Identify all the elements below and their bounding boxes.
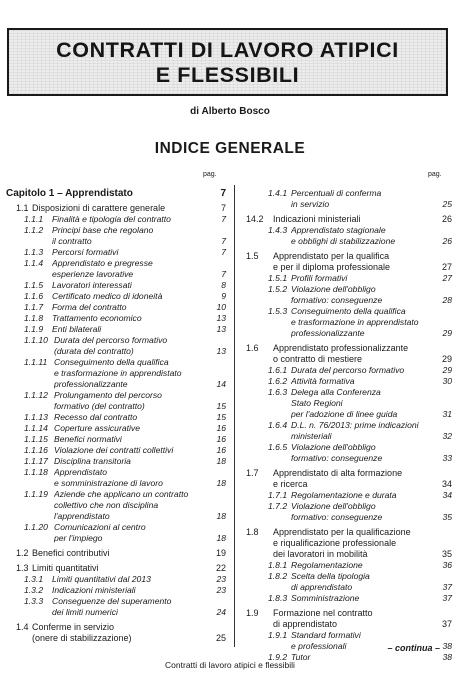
toc-entry-number: 1.1.13 — [24, 412, 48, 422]
toc-entry — [6, 302, 226, 313]
toc-entry-number: 1.1.18 — [24, 467, 48, 477]
toc-entry-page: 32 — [442, 431, 452, 441]
toc-entry — [6, 522, 226, 544]
toc-entry-title: di apprendistato — [273, 619, 338, 629]
toc-entry-page: 18 — [216, 478, 226, 488]
toc-entry-page: 18 — [216, 533, 226, 543]
author: di Alberto Bosco — [190, 106, 270, 117]
toc-entry-title: Indicazioni ministeriali — [52, 585, 136, 595]
toc-entry-title: professionalizzante — [54, 379, 128, 389]
toc-entry-number: 1.1.6 — [24, 291, 44, 301]
toc-entry-page: 37 — [441, 619, 452, 629]
toc-entry — [246, 365, 452, 376]
toc-entry-number: 1.5 — [246, 251, 259, 261]
toc-entry-number: 1.4 — [16, 622, 29, 632]
toc-entry-page: 16 — [216, 445, 226, 455]
toc-entry-title: ministeriali — [291, 431, 332, 441]
toc-entry-title: Trattamento economico — [52, 313, 142, 323]
toc-entry-number: 1.4.3 — [268, 225, 288, 235]
toc-entry-title: formativo (del contratto) — [54, 401, 145, 411]
toc-entry-page: 14 — [216, 379, 226, 389]
book-title-line-2: E FLESSIBILI — [155, 63, 300, 87]
toc-entry-number: 1.3.3 — [24, 596, 44, 606]
toc-entry-title: Capitolo 1 – Apprendistato — [6, 188, 133, 199]
toc-entry-title: Benefici normativi — [54, 434, 122, 444]
toc-entry-title: Stato Regioni — [291, 398, 343, 408]
toc-entry — [6, 258, 226, 280]
toc-entry-number: 1.1.7 — [24, 302, 44, 312]
toc-entry — [246, 273, 452, 284]
toc-entry-number: 1.1.14 — [24, 423, 48, 433]
toc-entry — [246, 420, 452, 442]
toc-entry-page: 7 — [221, 214, 226, 224]
toc-entry-number: 1.8.2 — [268, 571, 288, 581]
toc-entry-number: 1.5.3 — [268, 306, 288, 316]
toc-entry-page: 37 — [442, 582, 452, 592]
toc-entry-number: 1.1.8 — [24, 313, 44, 323]
toc-entry — [6, 335, 226, 357]
page-label-right: pag. — [428, 171, 442, 178]
toc-entry-title: Durata del percorso formativo — [54, 335, 168, 345]
toc-entry-title: Apprendistato e pregresse — [52, 258, 153, 268]
index-heading: INDICE GENERALE — [154, 140, 306, 157]
toc-entry — [246, 593, 452, 604]
toc-entry-title: Violazione dell'obbligo — [291, 442, 376, 452]
toc-entry — [246, 225, 452, 247]
toc-entry-title: (onere di stabilizzazione) — [32, 633, 132, 643]
toc-entry — [6, 445, 226, 456]
toc-entry-page: 23 — [216, 574, 226, 584]
toc-entry-title: Scelta della tipologia — [291, 571, 370, 581]
toc-entry-number: 1.1.15 — [24, 434, 48, 444]
toc-entry — [6, 489, 226, 522]
toc-entry-number: 1.1.1 — [24, 214, 44, 224]
toc-entry-title: Tutor — [291, 652, 311, 662]
toc-entry-title: Apprendistato professionalizzante — [273, 343, 409, 353]
toc-entry — [6, 412, 226, 423]
toc-entry-page: 7 — [221, 247, 226, 257]
toc-entry-number: 1.3 — [16, 563, 29, 573]
toc-entry-title: Formazione nel contratto — [273, 608, 373, 618]
toc-entry-page: 27 — [441, 262, 452, 272]
toc-entry-page: 19 — [215, 548, 226, 558]
toc-entry-page: 18 — [216, 511, 226, 521]
toc-entry-title: Regolamentazione e durata — [291, 490, 397, 500]
toc-entry-title: in servizio — [291, 199, 330, 209]
toc-entry-title: Attività formativa — [291, 376, 355, 386]
toc-entry — [6, 188, 226, 199]
toc-entry-title: dei lavoratori in mobilità — [273, 549, 368, 559]
toc-entry-title: Prolungamento del percorso — [54, 390, 162, 400]
toc-entry-page: 34 — [441, 479, 452, 489]
toc-entry-title: Enti bilaterali — [52, 324, 102, 334]
toc-entry-title: Principi base che regolano — [52, 225, 154, 235]
toc-entry-title: Apprendistato stagionale — [291, 225, 386, 235]
toc-entry-page: 10 — [216, 302, 226, 312]
toc-entry-title: Certificato medico di idoneità — [52, 291, 163, 301]
toc-entry-title: formativo: conseguenze — [291, 453, 383, 463]
toc-entry-page: 38 — [442, 641, 452, 651]
toc-entry-title: Apprendistato per la qualificazione — [273, 527, 411, 537]
toc-entry-page: 13 — [216, 313, 226, 323]
toc-entry-page: 22 — [215, 563, 226, 573]
toc-entry — [246, 571, 452, 593]
toc-entry-number: 1.8.1 — [268, 560, 288, 570]
toc-entry — [6, 563, 226, 574]
toc-entry-page: 31 — [442, 409, 452, 419]
toc-entry-number: 1.6.1 — [268, 365, 288, 375]
column-divider — [234, 185, 235, 647]
toc-entry-title: Forma del contratto — [52, 302, 127, 312]
toc-entry — [6, 214, 226, 225]
toc-entry-title: Comunicazioni al centro — [54, 522, 146, 532]
title-box — [7, 28, 448, 96]
toc-entry-number: 1.1.16 — [24, 445, 48, 455]
toc-entry-page: 36 — [442, 560, 452, 570]
toc-entry-page: 26 — [441, 214, 452, 224]
toc-entry-title: o contratto di mestiere — [273, 354, 363, 364]
toc-entry-page: 7 — [221, 269, 226, 279]
toc-entry-title: di apprendistato — [291, 582, 353, 592]
toc-entry — [246, 527, 452, 560]
toc-entry-page: 7 — [220, 203, 226, 213]
toc-entry-page: 16 — [216, 434, 226, 444]
toc-entry-page: 38 — [442, 652, 452, 662]
toc-entry-title: Finalità e tipologia del contratto — [52, 214, 171, 224]
toc-entry-number: 1.1.9 — [24, 324, 44, 334]
toc-entry-page: 7 — [220, 188, 226, 199]
toc-entry-title: Limiti quantitativi — [32, 563, 99, 573]
toc-entry-title: Somministrazione — [291, 593, 360, 603]
toc-entry-number: 1.7 — [246, 468, 259, 478]
toc-entry-number: 1.1.12 — [24, 390, 48, 400]
toc-entry-title: Delega alla Conferenza — [291, 387, 381, 397]
toc-entry-title: per l'adozione di linee guida — [291, 409, 398, 419]
toc-entry — [246, 501, 452, 523]
toc-entry-number: 1.1.2 — [24, 225, 44, 235]
toc-entry-number: 1.6 — [246, 343, 259, 353]
toc-entry-page: 35 — [442, 512, 452, 522]
continua-label: – continua – — [387, 643, 440, 653]
toc-entry-title: Conferme in servizio — [32, 622, 115, 632]
toc-entry — [6, 574, 226, 585]
toc-entry-title: e somministrazione di lavoro — [54, 478, 163, 488]
toc-entry — [246, 376, 452, 387]
toc-entry-number: 1.4.1 — [268, 188, 288, 198]
toc-entry-title: Violazione dei contratti collettivi — [54, 445, 174, 455]
toc-entry-title: e trasformazione in apprendistato — [291, 317, 419, 327]
toc-entry — [246, 387, 452, 420]
toc-entry-title: Conseguimento della qualifica — [54, 357, 169, 367]
toc-entry-page: 28 — [442, 295, 452, 305]
toc-entry-title: e trasformazione in apprendistato — [54, 368, 182, 378]
toc-entry — [6, 225, 226, 247]
toc-entry-number: 1.2 — [16, 548, 29, 558]
toc-entry-title: Conseguimento della qualifica — [291, 306, 406, 316]
toc-entry-title: Violazione dell'obbligo — [291, 501, 376, 511]
toc-entry-page: 29 — [442, 365, 452, 375]
toc-entry-title: e riqualificazione professionale — [273, 538, 397, 548]
toc-entry-page: 25 — [215, 633, 226, 643]
toc-entry-title: esperienze lavorative — [52, 269, 134, 279]
toc-entry — [246, 608, 452, 630]
toc-entry-number: 1.6.2 — [268, 376, 288, 386]
toc-entry — [6, 585, 226, 596]
toc-entry-number: 1.1.17 — [24, 456, 48, 466]
toc-left-column — [6, 188, 226, 644]
toc-entry-page: 23 — [216, 585, 226, 595]
toc-entry-page: 27 — [442, 273, 452, 283]
toc-entry-page: 33 — [442, 453, 452, 463]
toc-entry-page: 34 — [442, 490, 452, 500]
toc-entry-title: e professionali — [291, 641, 347, 651]
toc-entry-page: 29 — [441, 354, 452, 364]
toc-entry-page: 9 — [221, 291, 226, 301]
toc-entry-page: 24 — [216, 607, 226, 617]
toc-entry — [6, 291, 226, 302]
toc-entry-page: 30 — [442, 376, 452, 386]
toc-entry-title: Disciplina transitoria — [54, 456, 131, 466]
toc-entry-page: 15 — [216, 401, 226, 411]
toc-entry-number: 1.1.4 — [24, 258, 44, 268]
toc-entry — [246, 468, 452, 490]
toc-entry-page: 35 — [441, 549, 452, 559]
toc-entry-number: 1.6.4 — [268, 420, 288, 430]
toc-entry — [246, 560, 452, 571]
toc-entry-title: Apprendistato — [54, 467, 108, 477]
toc-entry-number: 1.7.1 — [268, 490, 288, 500]
toc-entry — [246, 188, 452, 210]
page-footer: Contratti di lavoro atipici e flessibili — [165, 660, 295, 670]
toc-entry-number: 1.5.2 — [268, 284, 288, 294]
toc-entry-title: collettivo che non disciplina — [54, 500, 159, 510]
toc-entry-title: il contratto — [52, 236, 92, 246]
toc-entry-title: Limiti quantitativi dal 2013 — [52, 574, 151, 584]
toc-entry-title: Regolamentazione — [291, 560, 363, 570]
toc-entry-title: Durata del percorso formativo — [291, 365, 405, 375]
toc-entry-number: 1.9 — [246, 608, 259, 618]
toc-entry-title: Benefici contributivi — [32, 548, 110, 558]
toc-entry — [246, 284, 452, 306]
toc-entry-number: 1.1.5 — [24, 280, 44, 290]
toc-entry — [6, 467, 226, 489]
toc-entry — [246, 490, 452, 501]
toc-entry-number: 1.1.19 — [24, 489, 48, 499]
toc-entry-number: 1.8 — [246, 527, 259, 537]
toc-entry-title: e per il diploma professionale — [273, 262, 391, 272]
toc-entry-page: 13 — [216, 324, 226, 334]
toc-entry — [6, 313, 226, 324]
toc-entry-title: Indicazioni ministeriali — [273, 214, 361, 224]
toc-entry-number: 1.3.2 — [24, 585, 44, 595]
toc-entry-title: Violazione dell'obbligo — [291, 284, 376, 294]
toc-entry-title: Percorsi formativi — [52, 247, 119, 257]
toc-entry-title: Profili formativi — [291, 273, 348, 283]
toc-entry-page: 37 — [442, 593, 452, 603]
toc-entry-number: 14.2 — [246, 214, 264, 224]
toc-entry-title: Percentuali di conferma — [291, 188, 382, 198]
toc-entry — [246, 251, 452, 273]
toc-entry — [246, 343, 452, 365]
toc-entry-title: e obblighi di stabilizzazione — [291, 236, 396, 246]
toc-entry — [6, 247, 226, 258]
toc-entry-number: 1.1.11 — [24, 357, 48, 367]
book-title-line-1: CONTRATTI DI LAVORO ATIPICI — [56, 38, 399, 62]
toc-entry-number: 1.6.3 — [268, 387, 288, 397]
toc-entry-page: 7 — [221, 236, 226, 246]
toc-entry-page: 16 — [216, 423, 226, 433]
toc-entry-number: 1.8.3 — [268, 593, 288, 603]
toc-entry-page: 25 — [442, 199, 452, 209]
toc-entry-page: 26 — [442, 236, 452, 246]
toc-entry-title: Lavoratori interessati — [52, 280, 132, 290]
toc-entry-title: Standard formativi — [291, 630, 361, 640]
toc-entry-title: e ricerca — [273, 479, 308, 489]
toc-entry-title: professionalizzante — [291, 328, 365, 338]
toc-entry — [246, 306, 452, 339]
toc-entry-number: 1.9.2 — [268, 652, 288, 662]
toc-entry-title: per l'impiego — [54, 533, 103, 543]
toc-entry-title: Aziende che applicano un contratto — [54, 489, 189, 499]
toc-entry-number: 1.3.1 — [24, 574, 44, 584]
page-label-left: pag. — [203, 171, 217, 178]
toc-entry-title: D.L. n. 76/2013: prime indicazioni — [291, 420, 419, 430]
toc-entry-title: Apprendistato di alta formazione — [273, 468, 403, 478]
toc-entry — [6, 548, 226, 559]
toc-entry-number: 1.5.1 — [268, 273, 288, 283]
toc-entry-title: Disposizioni di carattere generale — [32, 203, 166, 213]
toc-entry — [6, 456, 226, 467]
toc-entry-title: formativo: conseguenze — [291, 512, 383, 522]
toc-entry-title: (durata del contratto) — [54, 346, 134, 356]
toc-entry-title: formativo: conseguenze — [291, 295, 383, 305]
toc-entry — [6, 434, 226, 445]
toc-entry — [6, 280, 226, 291]
toc-right-column — [246, 188, 452, 663]
toc-entry-title: Recesso dal contratto — [54, 412, 138, 422]
toc-entry — [6, 622, 226, 644]
toc-entry — [246, 442, 452, 464]
toc-entry-title: Coperture assicurative — [54, 423, 140, 433]
toc-entry-page: 13 — [216, 346, 226, 356]
toc-entry-page: 29 — [442, 328, 452, 338]
toc-entry-page: 15 — [216, 412, 226, 422]
toc-entry-number: 1.1.10 — [24, 335, 48, 345]
toc-entry-page: 8 — [221, 280, 226, 290]
toc-entry — [6, 324, 226, 335]
toc-entry — [6, 390, 226, 412]
toc-entry-title: Apprendistato per la qualifica — [273, 251, 390, 261]
toc-entry-number: 1.6.5 — [268, 442, 288, 452]
toc-entry-page: 18 — [216, 456, 226, 466]
toc-entry — [6, 596, 226, 618]
toc-entry-number: 1.1.20 — [24, 522, 48, 532]
toc-entry-number: 1.1 — [16, 203, 29, 213]
toc-entry-title: Conseguenze del superamento — [52, 596, 172, 606]
toc-entry-number: 1.7.2 — [268, 501, 288, 511]
toc-entry-title: dei limiti numerici — [52, 607, 118, 617]
toc-entry-number: 1.9.1 — [268, 630, 288, 640]
toc-entry — [246, 214, 452, 225]
toc-entry — [6, 423, 226, 434]
toc-entry — [6, 357, 226, 390]
toc-entry-title: l'apprendistato — [54, 511, 110, 521]
toc-entry — [6, 203, 226, 214]
toc-entry-number: 1.1.3 — [24, 247, 44, 257]
